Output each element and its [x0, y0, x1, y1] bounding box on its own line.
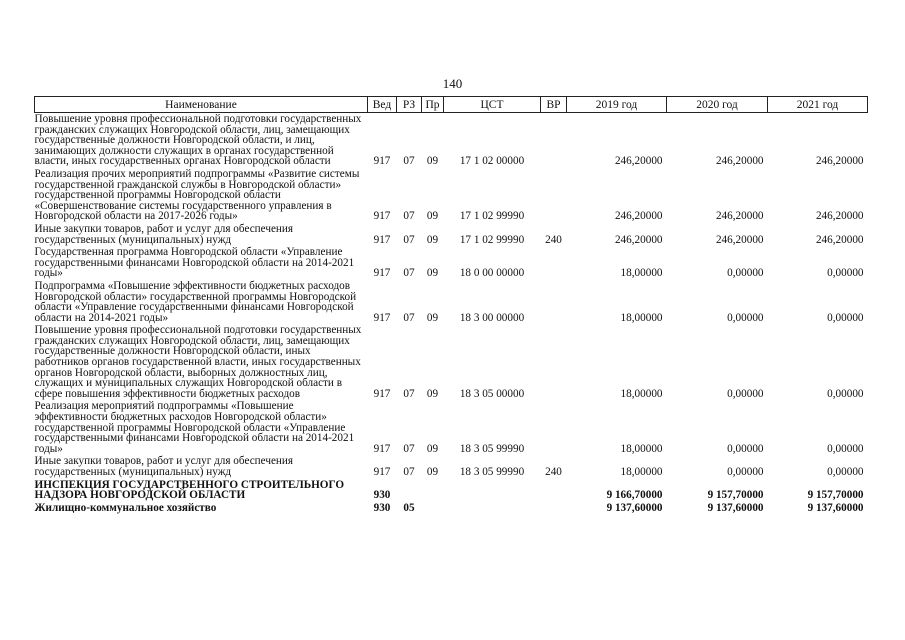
table-row	[35, 246, 868, 280]
cell-y2020: 246,20000	[715, 233, 764, 246]
cell-rz: 07	[403, 311, 415, 324]
cell-y2021: 246,20000	[815, 210, 864, 223]
header-ved: Вед	[368, 97, 397, 113]
cell-pr: 09	[426, 466, 439, 478]
page-number: 140	[442, 76, 463, 91]
budget-table	[34, 96, 868, 514]
table-header-row	[35, 97, 868, 113]
cell-y2020: 246,20000	[715, 155, 764, 168]
cell-cst: 18 3 05 99990	[459, 442, 525, 455]
cell-name: Реализация мероприятий подпрограммы «Повышение эффективности бюджетных расходов Новгородской области» государственной программы Новгородской области «Управление государственными финансами Новгородской области на 2014-2021 годы»	[34, 400, 355, 455]
cell-vr	[541, 280, 567, 324]
header-2019: 2019 год	[567, 97, 667, 113]
cell-name: Реализация прочих мероприятий подпрограммы «Развитие системы государственной гражданской службы в Новгородской области» государственной программы Новгородской области «Совершенствование системы государственного управления в Новгородской области на 2017-2026 годы»	[34, 167, 360, 223]
cell-cst: 18 3 05 99990	[459, 466, 525, 478]
cell-y2019: 246,20000	[614, 210, 663, 223]
cell-cst: 18 3 00 00000	[459, 311, 525, 324]
cell-pr: 09	[426, 210, 439, 223]
cell-y2021: 246,20000	[815, 233, 864, 246]
cell-rz: 07	[403, 387, 415, 400]
cell-y2020: 0,00000	[727, 387, 764, 400]
cell-ved: 917	[373, 155, 391, 168]
cell-y2019: 246,20000	[614, 155, 663, 168]
cell-name: Подпрограмма «Повышение эффективности бюджетных расходов Новгородской области» государственной программы Новгородской области «Управление государственными финансами Новгородской области на 2014-2021 годы»	[34, 279, 357, 324]
cell-name: Повышение уровня профессиональной подготовки государственных гражданских служащих Новгородской области, лиц, замещающих государственные должности Новгородской области, и лиц, занимающих должности служащих в органах государственной власти, иных государственных органах Новгородской области	[34, 113, 362, 168]
cell-pr: 09	[426, 387, 439, 400]
cell-y2020: 0,00000	[727, 466, 764, 478]
cell-cst: 17 1 02 00000	[459, 155, 525, 168]
cell-ved: 917	[373, 267, 391, 280]
cell-vr	[541, 479, 567, 502]
cell-ved: 917	[373, 466, 391, 478]
cell-cst	[444, 479, 541, 502]
cell-y2019: 18,00000	[620, 387, 663, 400]
table-row	[35, 400, 868, 455]
cell-y2021: 9 157,70000	[807, 489, 864, 502]
cell-y2019: 246,20000	[614, 233, 663, 246]
table-row	[35, 455, 868, 478]
cell-ved: 917	[373, 442, 391, 455]
cell-rz	[397, 479, 422, 502]
header-rz: РЗ	[397, 97, 422, 113]
cell-y2019: 18,00000	[620, 442, 663, 455]
cell-y2019: 18,00000	[620, 466, 663, 478]
cell-ved: 917	[373, 233, 391, 246]
header-cst: ЦСТ	[444, 97, 541, 113]
cell-ved: 917	[373, 210, 391, 223]
table-row	[35, 168, 868, 223]
table-row	[35, 223, 868, 246]
cell-cst	[444, 502, 541, 515]
cell-name: Повышение уровня профессиональной подготовки государственных гражданских служащих Новгородской области, лиц, замещающих государственные должности Новгородской области, иных работников органов государственной власти, иных государственных органов Новгородской области, выборных должностных лиц, служащих и муниципальных служащих Новгородской области в сфере повышения эффективности бюджетных расходов	[34, 324, 362, 400]
cell-ved: 917	[373, 387, 391, 400]
header-name: Наименование	[35, 97, 368, 113]
cell-y2021: 0,00000	[827, 267, 864, 280]
cell-pr: 09	[426, 267, 439, 280]
cell-rz: 07	[403, 267, 415, 280]
cell-y2021: 0,00000	[827, 466, 864, 478]
header-vr: ВР	[541, 97, 567, 113]
cell-rz: 07	[403, 233, 415, 246]
cell-pr: 09	[426, 442, 439, 455]
cell-vr	[541, 246, 567, 280]
cell-name: Иные закупки товаров, работ и услуг для обеспечения государственных (муниципальных) нужд	[34, 455, 294, 478]
cell-pr	[422, 502, 444, 515]
cell-y2020: 9 157,70000	[707, 489, 764, 502]
cell-vr	[541, 324, 567, 400]
cell-cst: 18 0 00 00000	[459, 267, 525, 280]
cell-rz: 07	[403, 210, 415, 223]
header-2020: 2020 год	[667, 97, 768, 113]
cell-y2019: 18,00000	[620, 267, 663, 280]
cell-rz: 07	[403, 155, 415, 168]
header-pr: Пр	[422, 97, 444, 113]
cell-y2021: 0,00000	[827, 442, 864, 455]
cell-vr	[541, 168, 567, 223]
cell-vr	[541, 502, 567, 515]
cell-rz: 05	[403, 501, 415, 514]
cell-y2019: 18,00000	[620, 311, 663, 324]
cell-cst: 18 3 05 00000	[459, 387, 525, 400]
table-row	[35, 479, 868, 502]
cell-pr: 09	[426, 155, 439, 168]
table-row	[35, 113, 868, 168]
cell-pr: 09	[426, 311, 439, 324]
table-row	[35, 502, 868, 515]
cell-y2019: 9 137,60000	[606, 501, 663, 514]
cell-vr: 240	[545, 233, 562, 246]
cell-name: Жилищно-коммунальное хозяйство	[34, 501, 217, 514]
cell-name: Иные закупки товаров, работ и услуг для обеспечения государственных (муниципальных) нужд	[34, 222, 294, 246]
cell-cst: 17 1 02 99990	[459, 210, 525, 223]
cell-name: Государственная программа Новгородской области «Управление государственными финансами Новгородской области на 2014-2021 годы»	[34, 246, 355, 280]
cell-name: ИНСПЕКЦИЯ ГОСУДАРСТВЕННОГО СТРОИТЕЛЬНОГО НАДЗОРА НОВГОРОДСКОЙ ОБЛАСТИ	[34, 478, 345, 502]
cell-y2020: 246,20000	[715, 210, 764, 223]
header-2021: 2021 год	[768, 97, 868, 113]
table-row	[35, 280, 868, 324]
cell-y2020: 0,00000	[727, 311, 764, 324]
cell-vr: 240	[545, 466, 562, 478]
cell-rz: 07	[403, 442, 415, 455]
cell-y2021: 0,00000	[827, 311, 864, 324]
cell-vr	[541, 400, 567, 455]
cell-y2020: 0,00000	[727, 267, 764, 280]
cell-ved: 930	[373, 501, 391, 514]
cell-ved: 917	[373, 311, 391, 324]
cell-pr	[422, 479, 444, 502]
cell-y2021: 0,00000	[827, 387, 864, 400]
cell-vr	[541, 113, 567, 168]
cell-rz: 07	[403, 466, 415, 478]
cell-cst: 17 1 02 99990	[459, 233, 525, 246]
cell-pr: 09	[426, 233, 439, 246]
cell-y2020: 0,00000	[727, 442, 764, 455]
cell-y2020: 9 137,60000	[707, 501, 764, 514]
cell-y2021: 246,20000	[815, 155, 864, 168]
table-row	[35, 324, 868, 400]
cell-y2021: 9 137,60000	[807, 501, 864, 514]
cell-y2019: 9 166,70000	[606, 489, 663, 502]
cell-ved: 930	[373, 489, 391, 502]
